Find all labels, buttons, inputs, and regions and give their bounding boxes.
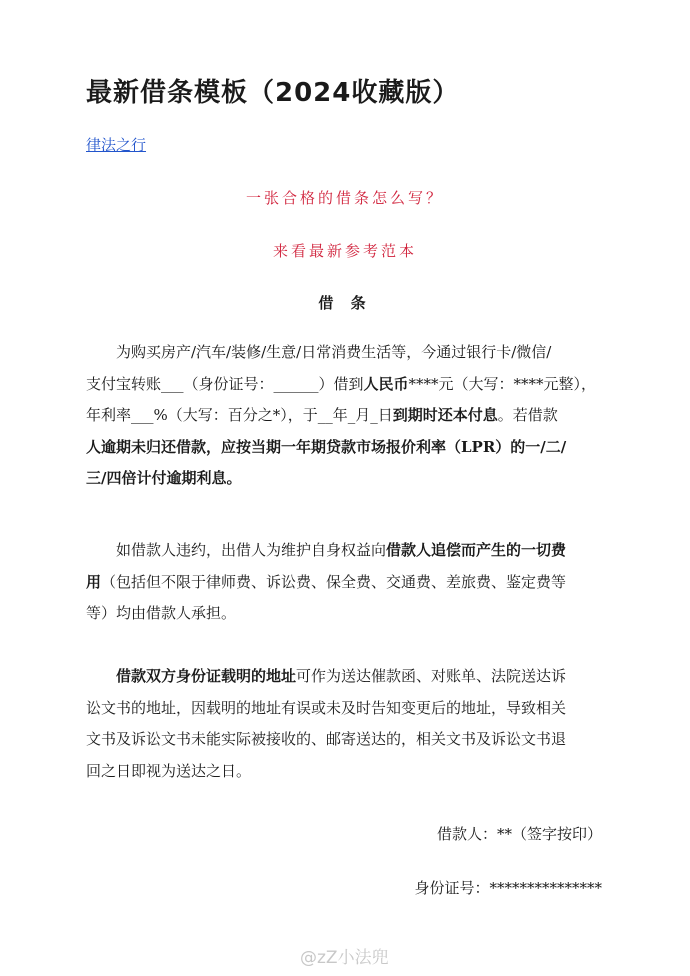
text-segment: 。若借款: [497, 406, 558, 424]
bold-segment: 人民币: [363, 374, 409, 393]
paragraph-default-costs: [86, 535, 606, 630]
subtitle-reference: 来看最新参考范本: [272, 242, 417, 260]
bold-segment: 借款人追偿而产生的一切费: [386, 541, 567, 559]
text-line: [86, 369, 606, 401]
text-line: [86, 567, 606, 599]
paragraph-service-address: [86, 661, 606, 787]
text-line: 讼文书的地址，因载明的地址有误或未及时告知变更后的地址，导致相关: [86, 698, 567, 717]
text-segment: 如借款人违约，出借人为维护自身权益向: [116, 541, 387, 559]
bold-line: 三/四倍计付逾期利息。: [86, 469, 242, 487]
text-line: [86, 535, 606, 567]
bold-segment: 到期时还本付息: [392, 406, 498, 424]
text-segment: 支付宝转账___（身份证号：______）借到: [86, 374, 364, 393]
text-segment: （包括但不限于律师费、诉讼费、保全费、交通费、差旅费、鉴定费等: [101, 572, 567, 591]
text-line: [86, 400, 606, 432]
text-line: 等）均由借款人承担。: [86, 604, 237, 622]
text-line: 文书及诉讼文书未能实际被接收的、邮寄送达的，相关文书及诉讼文书退: [86, 730, 567, 748]
borrower-signature: 借款人：**（签字按印）: [436, 825, 602, 843]
watermark: @zZ小法兜: [300, 948, 389, 968]
document-heading: 借 条: [318, 294, 372, 312]
text-line: 回之日即视为送达之日。: [86, 761, 252, 780]
paragraph-loan-terms: [86, 337, 606, 495]
text-segment: 可作为送达催款函、对账单、法院送达诉: [296, 667, 567, 685]
text-line: [86, 661, 606, 693]
bold-segment: 用: [86, 572, 102, 591]
borrower-id-number: 身份证号：***************: [414, 879, 602, 897]
author-link[interactable]: 律法之行: [86, 136, 147, 154]
text-line: 为购买房产/汽车/装修/生意/日常消费生活等，今通过银行卡/微信/: [116, 343, 552, 361]
bold-line: 人逾期未归还借款，应按当期一年期贷款市场报价利率（LPR）的一/二/: [86, 437, 567, 456]
bold-segment: 借款双方身份证载明的地址: [116, 667, 297, 685]
text-segment: ****元（大写：****元整），: [408, 374, 597, 393]
page-title: 最新借条模板（2024收藏版）: [86, 78, 460, 108]
text-segment: 年利率___%（大写：百分之*），于__年_月_日: [86, 406, 393, 424]
subtitle-question: 一张合格的借条怎么写？: [245, 189, 444, 207]
